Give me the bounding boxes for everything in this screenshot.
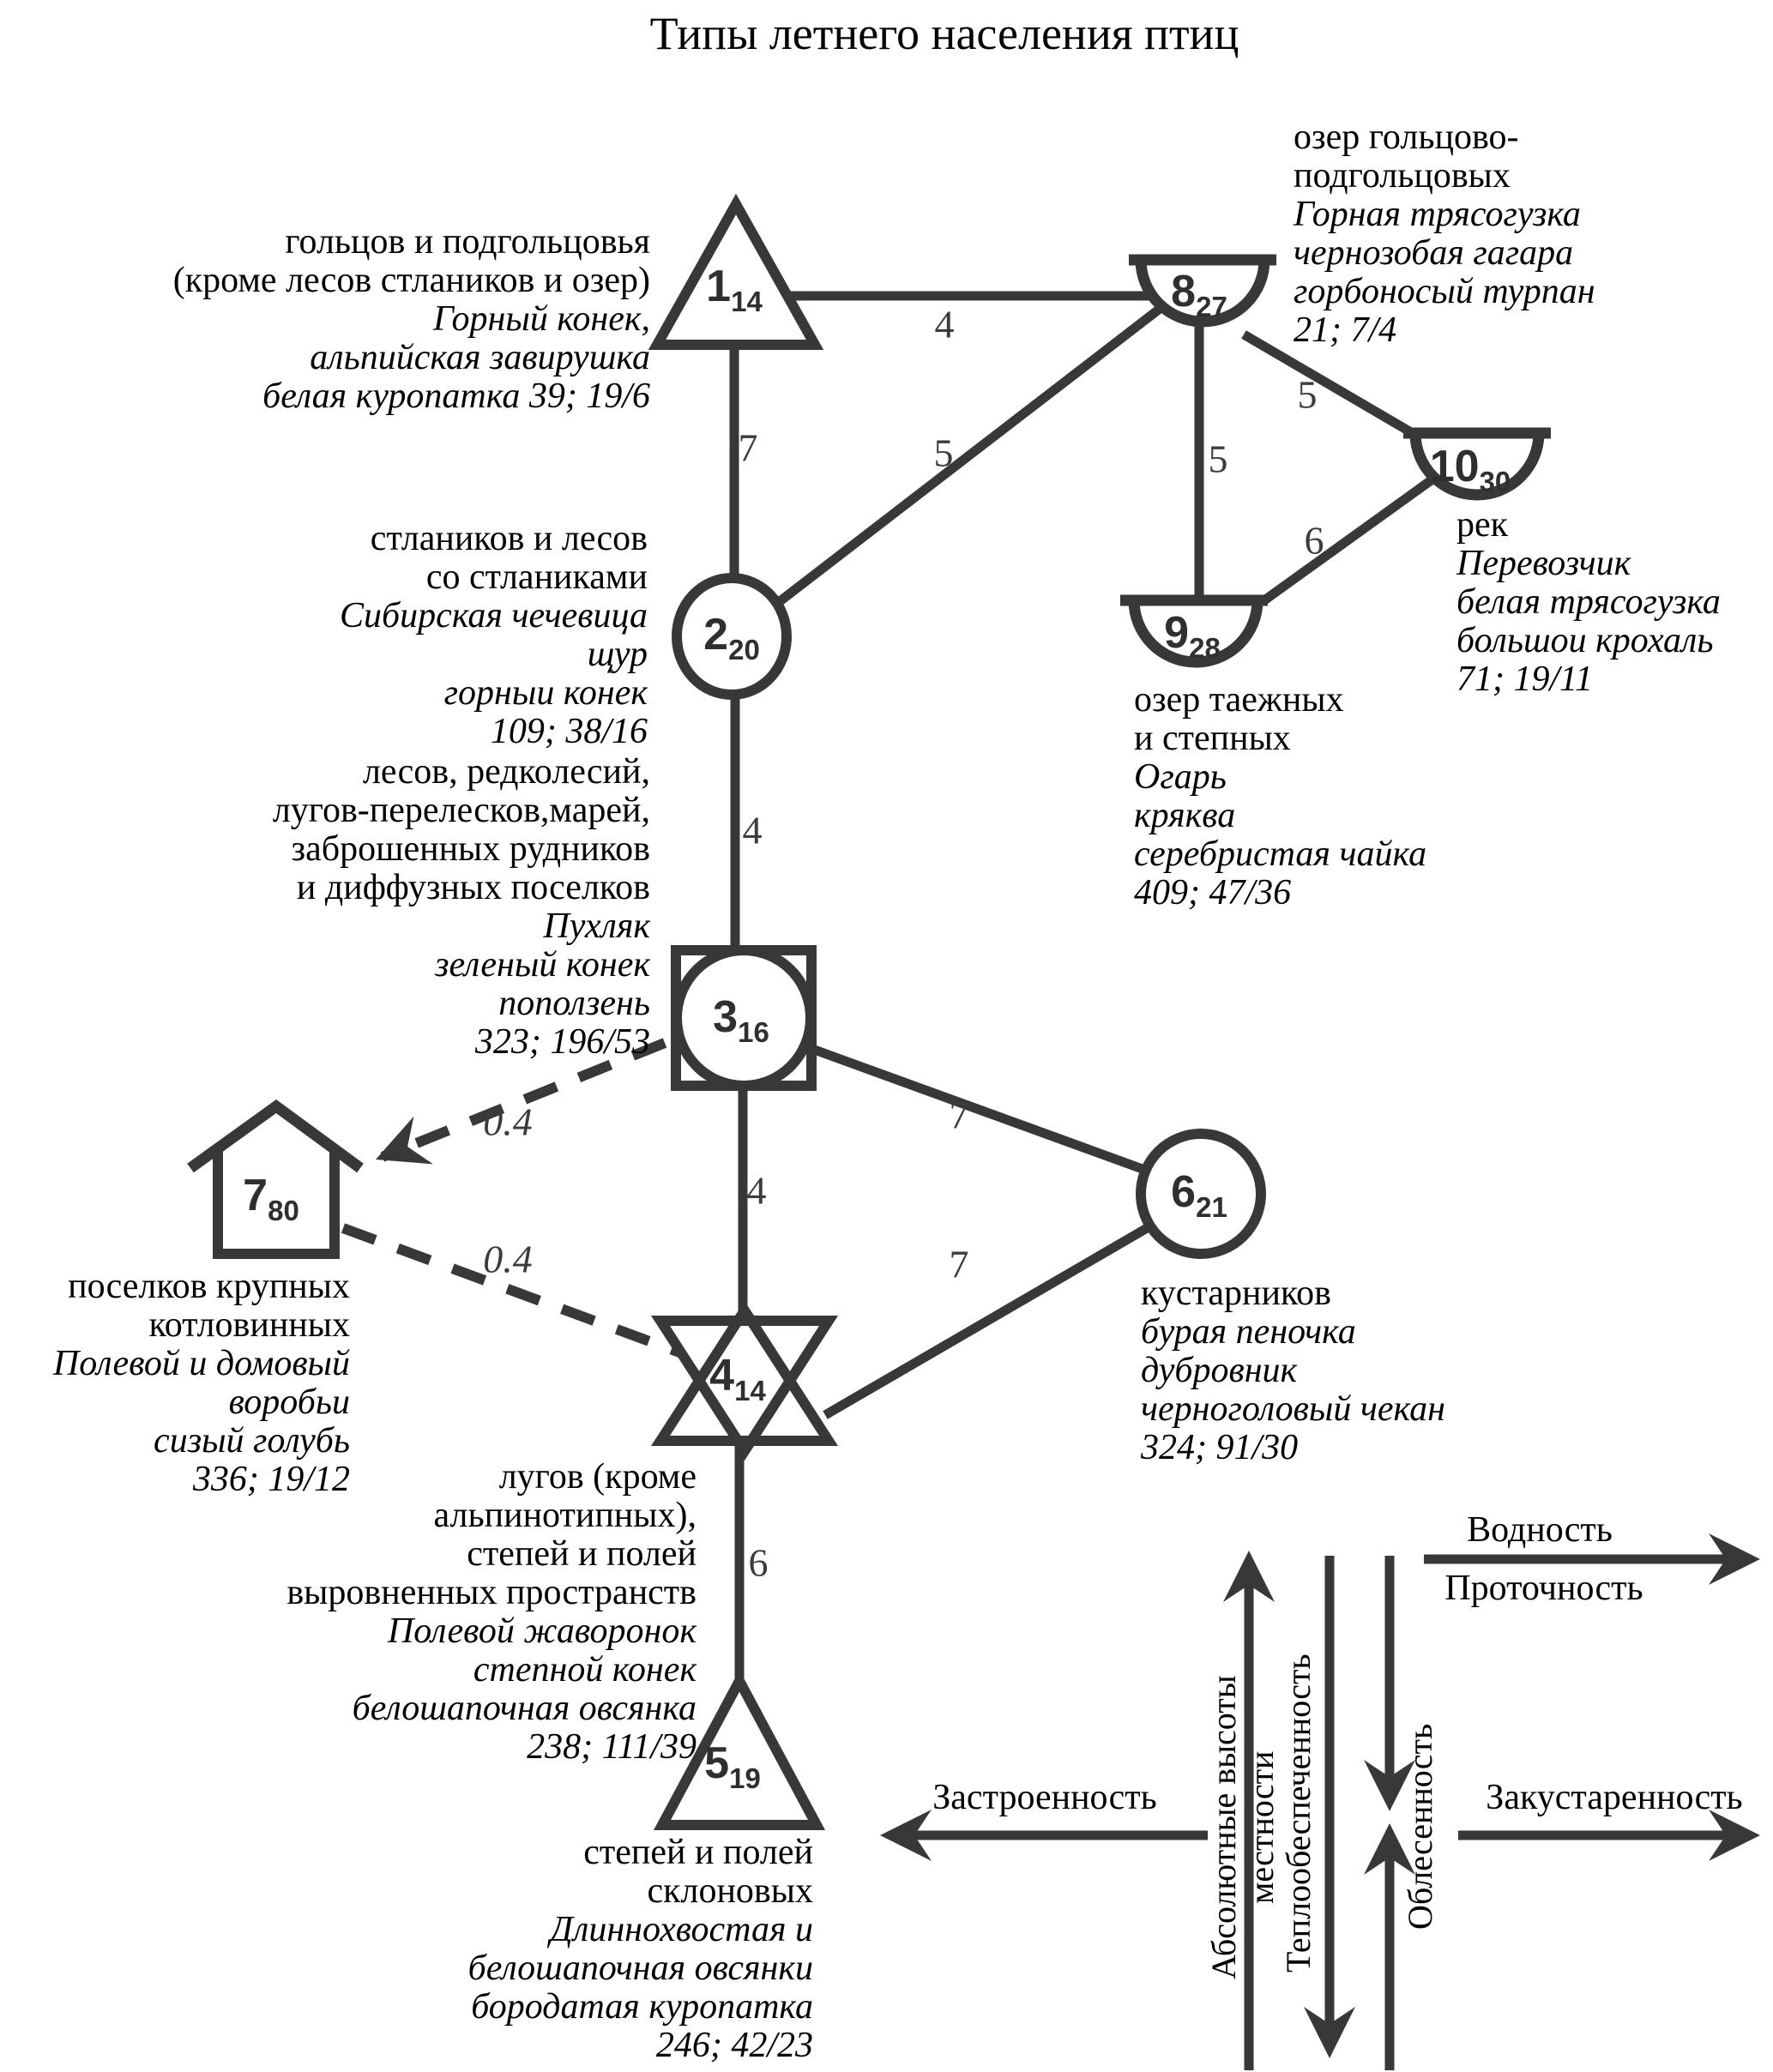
axis-water-label: Водность: [1467, 1510, 1613, 1550]
edge-weight-4-6: 7: [949, 1242, 969, 1286]
edge-weight-7-3: 0.4: [483, 1099, 533, 1144]
axis-flow-label: Проточность: [1444, 1569, 1643, 1608]
node-10-number: $10_{30}$: [1429, 442, 1511, 497]
node-9-number: $9_{28}$: [1164, 608, 1221, 664]
node-3-label: лесов, редколесий, лугов-перелесков,марей, заброшенных рудников и диффузных поселков Пухляк зеленый конек поползень 323; 196/53: [272, 752, 650, 1062]
diagram-title: Типы летнего населения птиц: [649, 8, 1239, 59]
axis-heat-label: Теплообеспеченность: [1279, 1653, 1318, 1973]
node-4-label: лугов (кроме альпинотипных), степей и полей выровненных пространств Полевой жаворонок степной конек белошапочная овсянка 238; 111/39: [286, 1457, 697, 1767]
edge-weight-2-3: 4: [742, 808, 763, 852]
node-8-label: озер гольцово- подгольцовых Горная трясогузка чернозобая гагара горбоносый турпан 21; 7/4: [1294, 117, 1595, 350]
edge-2-8-line: [779, 309, 1160, 602]
node-2-number: $2_{20}$: [703, 610, 760, 666]
edge-weight-8-9: 5: [1208, 437, 1228, 481]
node-9-label: озер таежных и степных Огарь кряква серебристая чайка 409; 47/36: [1134, 680, 1427, 913]
edge-weight-7-4: 0.4: [483, 1237, 533, 1281]
edge-9-10-line: [1264, 477, 1436, 600]
edge-weight-9-10: 6: [1304, 518, 1324, 563]
node-3-number: $3_{16}$: [713, 992, 769, 1048]
node-6-number: $6_{21}$: [1171, 1167, 1227, 1223]
edge-weight-8-10: 5: [1297, 372, 1318, 417]
axis-altitude-label: Абсолютные высоты местности: [1204, 1675, 1281, 1979]
node-2-label: стлаников и лесов со стланиками Сибирская чечевица щур горныи конек 109; 38/16: [340, 519, 648, 751]
axis-builtup-label: Застроенность: [932, 1778, 1157, 1817]
edge-lines: [734, 296, 1436, 1683]
edge-3-6-line: [810, 1048, 1149, 1172]
edge-weight-3-4: 4: [746, 1168, 767, 1213]
axis-forest-label: Облесенность: [1401, 1723, 1439, 1930]
edge-weight-3-6: 7: [949, 1093, 969, 1137]
dashed-edges: [343, 1043, 682, 1353]
node-5-label: степей и полей склоновых Длиннохвостая и белошапочная овсянки бородатая куропатка 246; 42/23: [467, 1833, 813, 2065]
node-1-label: гольцов и подгольцовья (кроме лесов стлаников и озер) Горный конек, альпийская завирушка белая куропатка 39; 19/6: [172, 222, 650, 416]
edge-4-6-line: [825, 1225, 1153, 1415]
edge-7-3-arrowhead-icon: [366, 1117, 433, 1184]
node-7-number: $7_{80}$: [243, 1171, 299, 1226]
edge-weight-4-5: 6: [748, 1540, 769, 1585]
node-8-number: $8_{27}$: [1171, 267, 1227, 322]
node-5-number: $5_{19}$: [704, 1738, 761, 1794]
axis-shrub-label: Закустаренность: [1486, 1778, 1743, 1817]
node-7-label: поселков крупных котловинных Полевой и домовый воробьи сизый голубь 336; 19/12: [52, 1267, 350, 1499]
edge-weight-1-8: 4: [934, 302, 955, 346]
node-6-label: кустарников бурая пеночка дубровник черноголовый чекан 324; 91/30: [1141, 1274, 1445, 1467]
edge-weight-2-8: 5: [933, 431, 954, 475]
node-1-number: $1_{14}$: [706, 262, 763, 317]
node-4-number: $4_{14}$: [709, 1351, 766, 1406]
node-10-label: рек Перевозчик белая трясогузка большои крохаль 71; 19/11: [1456, 505, 1721, 699]
edge-weight-1-2: 7: [738, 425, 758, 470]
